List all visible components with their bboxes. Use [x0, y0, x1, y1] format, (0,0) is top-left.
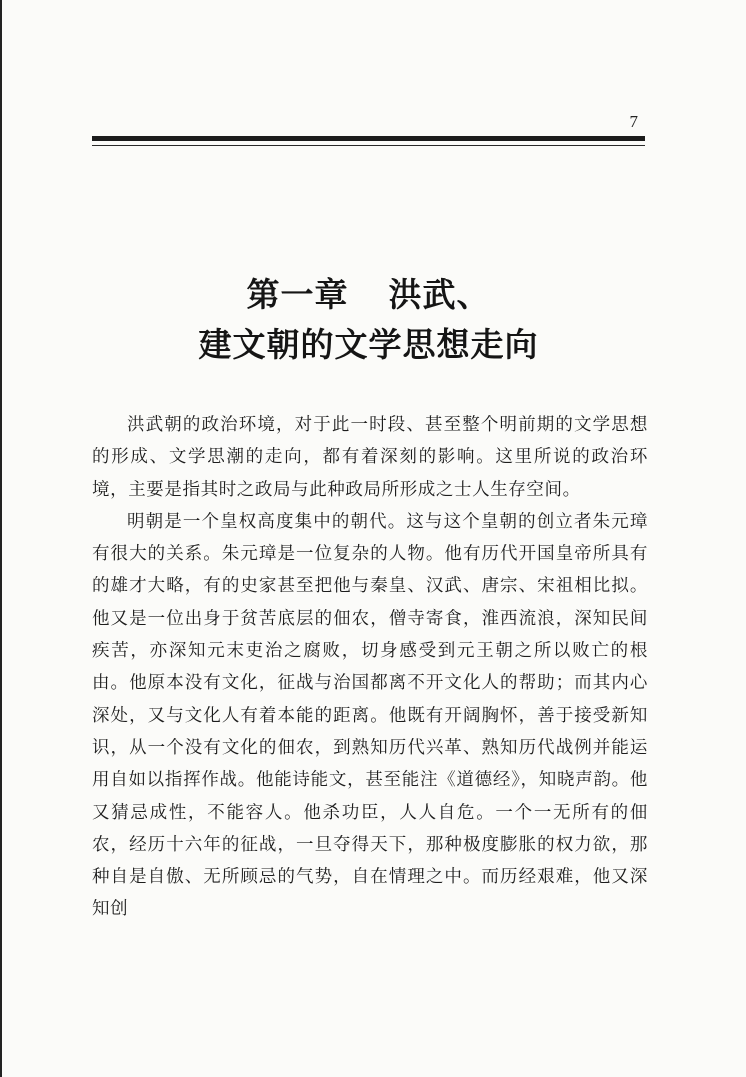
chapter-number: 第一章: [246, 275, 349, 314]
paragraph-2: 明朝是一个皇权高度集中的朝代。这与这个皇朝的创立者朱元璋有很大的关系。朱元璋是一位复杂的人物。他有历代开国皇帝所具有的雄才大略，有的史家甚至把他与秦皇、汉武、唐宗、宋祖相比拟。他又是一位出身于贫苦底层的佃农，僧寺寄食，淮西流浪，深知民间疾苦，亦深知元末吏治之腐败，切身感受到元王朝之所以败亡的根由。他原本没有文化，征战与治国都离不开文化人的帮助；而其内心深处，又与文化人有着本能的距离。他既有开阔胸怀，善于接受新知识，从一个没有文化的佃农，到熟知历代兴革、熟知历代战例并能运用自如以指挥作战。他能诗能文，甚至能注《道德经》，知晓声韵。他又猜忌成性，不能容人。他杀功臣，人人自危。一个一无所有的佃农，经历十六年的征战，一旦夺得天下，那种极度膨胀的权力欲，那种自是自傲、无所顾忌的气势，自在情理之中。而历经艰难，他又深知创: [92, 511, 648, 920]
header-rule-thick: [92, 136, 645, 141]
chapter-title-part: 洪武、: [388, 275, 491, 314]
chapter-title-line-2: 建文朝的文学思想走向: [198, 325, 539, 364]
body-text: [92, 409, 648, 926]
paragraph-1: 洪武朝的政治环境，对于此一时段、甚至整个明前期的文学思想的形成、文学思潮的走向，都有着深刻的影响。这里所说的政治环境，主要是指其时之政局与此种政局所形成之士人生存空间。: [92, 415, 648, 500]
page-number: 7: [629, 112, 638, 131]
chapter-title-line-1: [92, 270, 645, 320]
header-rule-thin: [92, 145, 645, 146]
chapter-title: [92, 270, 645, 370]
page-edge: [0, 0, 2, 1077]
